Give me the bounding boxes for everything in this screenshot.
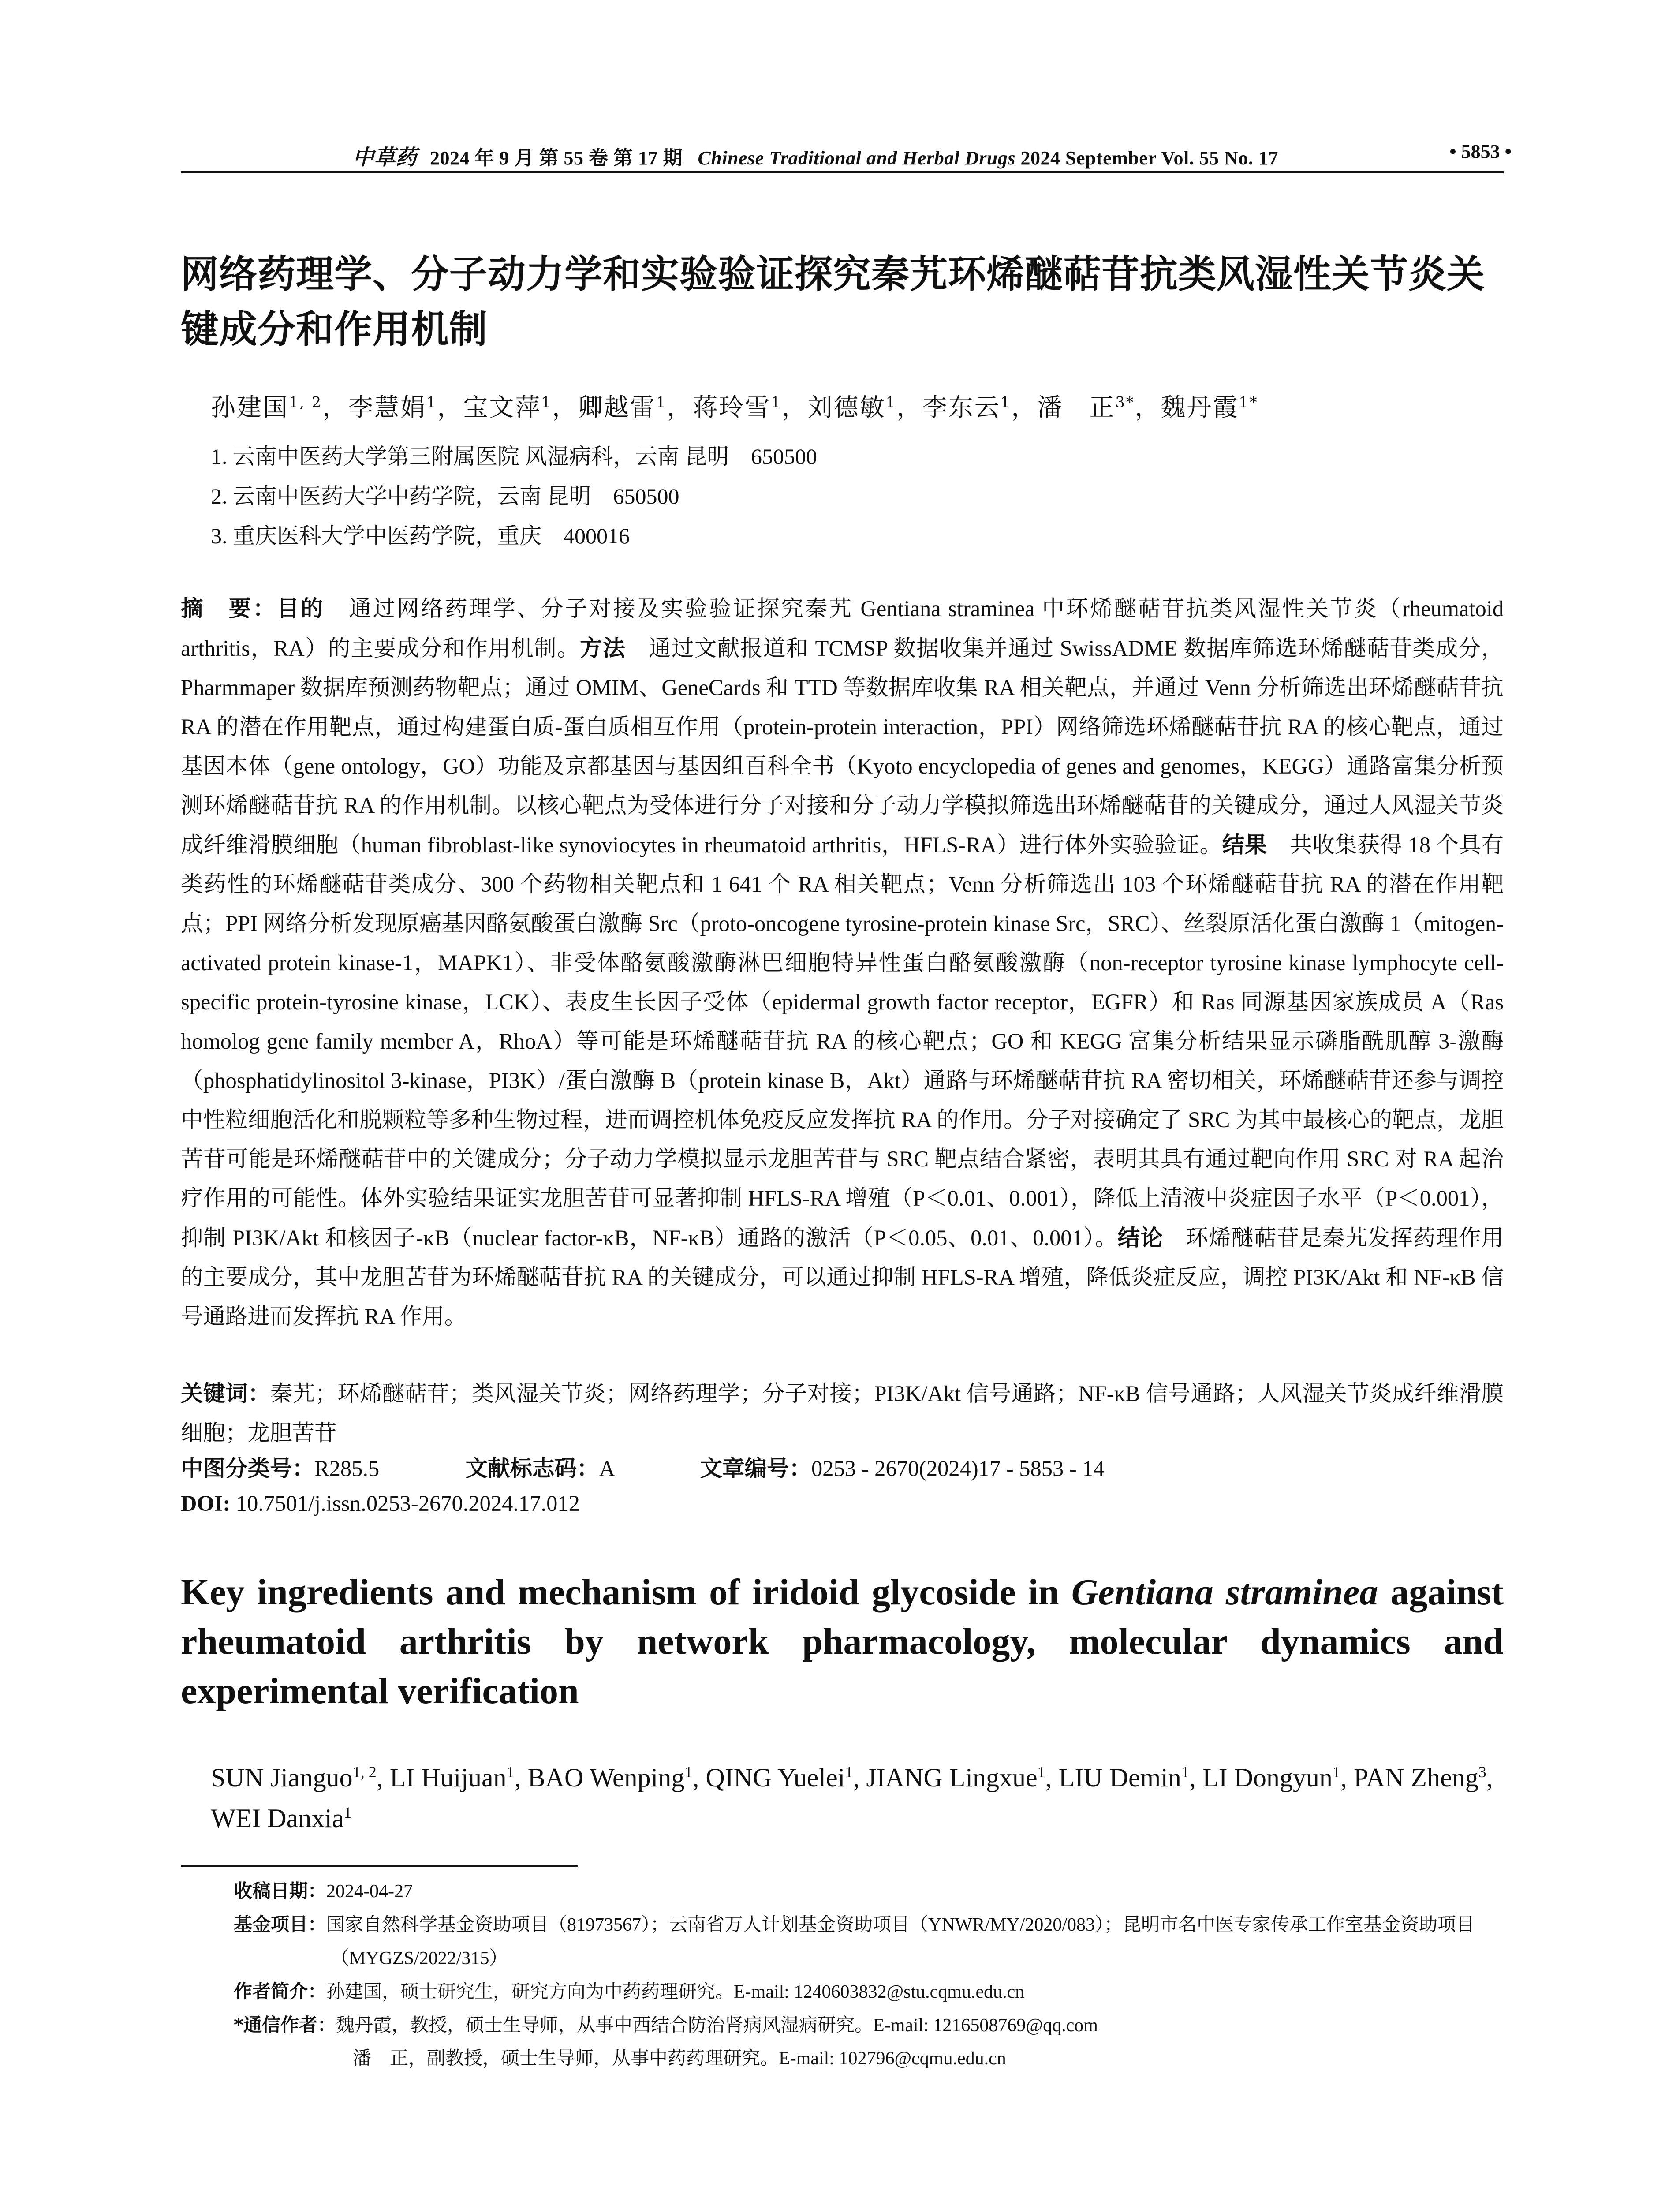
keywords-label: 关键词： xyxy=(181,1380,270,1406)
received-label: 收稿日期： xyxy=(234,1880,327,1902)
footnote-rule xyxy=(181,1865,578,1867)
objective-label: 目的 xyxy=(276,595,325,621)
author-en-name: LI Huijuan xyxy=(389,1763,507,1792)
title-en-part-1: Key ingredients and mechanism of iridoid glycoside in xyxy=(181,1572,1071,1613)
issue-en: 2024 September Vol. 55 No. 17 xyxy=(1020,147,1278,169)
bio-label: 作者简介： xyxy=(234,1981,327,2002)
author-en-affil-sup: 1 xyxy=(1037,1763,1045,1781)
author-en-affil-sup: 1 xyxy=(506,1763,515,1781)
received-date: 2024-04-27 xyxy=(326,1881,413,1902)
journal-name-cn: 中草药 xyxy=(353,146,417,169)
author-cn-name: 宝文萍 xyxy=(463,393,541,422)
corresponding-1: 魏丹霞，教授，硕士生导师，从事中西结合防治肾病风湿病研究。E-mail: 1216508769@qq.com xyxy=(336,2015,1098,2036)
author-cn-affil-sup: 1, 2 xyxy=(289,393,323,411)
fund-text: 国家自然科学基金资助项目（81973567）；云南省万人计划基金资助项目（YNWR/MY/2020/083）；昆明市名中医专家传承工作室基金资助项目（MYGZS/2022/315） xyxy=(326,1915,1475,1969)
author-cn-name: 李慧娟 xyxy=(348,393,427,422)
footnote-corresponding-2 xyxy=(353,2042,1499,2075)
fund-label: 基金项目： xyxy=(234,1913,327,1935)
footnote-corresponding xyxy=(234,2008,1504,2042)
bio-text: 孙建国，硕士研究生，研究方向为中药药理研究。E-mail: 1240603832@stu.cqmu.edu.cn xyxy=(326,1982,1025,2002)
journal-name-en: Chinese Traditional and Herbal Drugs xyxy=(698,147,1016,169)
author-en-name: SUN Jianguo xyxy=(211,1763,353,1792)
footnote-bio xyxy=(234,1975,1504,2009)
methods-label: 方法 xyxy=(580,635,626,661)
conclusion-label: 结论 xyxy=(1117,1225,1163,1251)
author-cn-name: 孙建国 xyxy=(211,393,289,422)
article-title-cn: 网络药理学、分子动力学和实验验证探究秦艽环烯醚萜苷抗类风湿性关节炎关键成分和作用机制 xyxy=(181,252,1485,351)
author-cn-affil-sup: 3* xyxy=(1115,393,1135,411)
author-cn-affil-sup: 1 xyxy=(885,393,896,411)
keywords xyxy=(181,1374,1504,1453)
doi-line xyxy=(181,1491,580,1516)
doc-code-value: A xyxy=(599,1456,614,1481)
running-header xyxy=(353,140,1278,171)
affiliation-2: 2. 云南中医药大学中药学院，云南 昆明 650500 xyxy=(211,484,679,508)
title-en-part-2: against rheumatoid arthritis by network pharmacology, molecular dynamics and experimental verification xyxy=(181,1572,1504,1712)
author-en-name: BAO Wenping xyxy=(527,1763,685,1792)
author-en-affil-sup: 1, 2 xyxy=(352,1763,377,1781)
author-cn-name: 卿越雷 xyxy=(578,393,656,422)
article-no-value: 0253 - 2670(2024)17 - 5853 - 14 xyxy=(811,1456,1105,1481)
doi-label: DOI: xyxy=(181,1491,231,1516)
author-cn-affil-sup: 1 xyxy=(426,393,437,411)
author-en-name: QING Yuelei xyxy=(706,1763,845,1792)
author-list-en: SUN Jianguo$^{1, 2}$, LI Huijuan$^1$, BAO Wenping$^1$, QING Yuelei$^1$, JIANG Lingxue$^1$, LIU Demin$^1$, LI Dongyun$^1$, PAN Zheng$^3$, WEI Danxia$^1$ xyxy=(211,1763,1493,1833)
methods-text: 通过文献报道和 TCMSP 数据收集并通过 SwissADME 数据库筛选环烯醚萜苷类成分，Pharmmaper 数据库预测药物靶点；通过 OMIM、GeneCards 和 TTD 等数据库收集 RA 相关靶点，并通过 Venn 分析筛选出环烯醚萜苷抗 RA 的潜在作用靶点，通过构建蛋白质-蛋白质相互作用（protein-protein interaction，PPI）网络筛选环烯醚萜苷抗 RA 的核心靶点，通过基因本体（gene ontology，GO）功能及京都基因与基因组百科全书（Kyoto encyclopedia of genes and genomes，KEGG）通路富集分析预测环烯醚萜苷抗 RA 的作用机制。以核心靶点为受体进行分子对接和分子动力学模拟筛选出环烯醚萜苷的关键成分，通过人风湿关节炎成纤维滑膜细胞（human fibroblast-like synoviocytes in rheumatoid arthritis，HFLS-RA）进行体外实验验证。 xyxy=(181,636,1504,857)
author-cn-affil-sup: 1 xyxy=(1000,393,1012,411)
author-cn-affil-sup: 1 xyxy=(771,393,782,411)
author-en-name: JIANG Lingxue xyxy=(866,1763,1038,1792)
results-label: 结果 xyxy=(1222,832,1267,858)
author-cn-name: 刘德敏 xyxy=(807,393,886,422)
header-rule xyxy=(181,171,1504,173)
clc-value: R285.5 xyxy=(314,1456,380,1481)
author-en-affil-sup: 1 xyxy=(684,1763,693,1781)
author-cn-affil-sup: 1 xyxy=(656,393,667,411)
conclusion-text: 环烯醚萜苷是秦艽发挥药理作用的主要成分，其中龙胆苦苷为环烯醚萜苷抗 RA 的关键成分，可以通过抑制 HFLS-RA 增殖，降低炎症反应，调控 PI3K/Akt 和 NF-κB 信号通路进而发挥抗 RA 作用。 xyxy=(181,1226,1504,1329)
footnote-fund xyxy=(234,1908,1504,1975)
author-en-name: LI Dongyun xyxy=(1202,1763,1333,1792)
author-en-affil-sup: 1 xyxy=(1332,1763,1340,1781)
author-en-affil-sup: 1 xyxy=(1181,1763,1189,1781)
author-cn-name: 李东云 xyxy=(922,393,1001,422)
results-text: 共收集获得 18 个具有类药性的环烯醚萜苷类成分、300 个药物相关靶点和 1 641 个 RA 相关靶点；Venn 分析筛选出 103 个环烯醚萜苷抗 RA 的潜在作用靶点；PPI 网络分析发现原癌基因酪氨酸蛋白激酶 Src（proto-oncogene tyrosine-protein kinase Src，SRC）、丝裂原活化蛋白激酶 1（mitogen-activated protein kinase-1，MAPK1）、非受体酪氨酸激酶淋巴细胞特异性蛋白酪氨酸激酶（non-receptor tyrosine kinase lymphocyte cell-specific protein-tyrosine kinase，LCK）、表皮生长因子受体（epidermal growth factor receptor，EGFR）和 Ras 同源基因家族成员 A（Ras homolog gene family member A，RhoA）等可能是环烯醚萜苷抗 RA 的核心靶点；GO 和 KEGG 富集分析结果显示磷脂酰肌醇 3-激酶（phosphatidylinositol 3-kinase，PI3K）/蛋白激酶 B（protein kinase B，Akt）通路与环烯醚萜苷抗 RA 密切相关，环烯醚萜苷还参与调控中性粒细胞活化和脱颗粒等多种生物过程，进而调控机体免疫反应发挥抗 RA 的作用。分子对接确定了 SRC 为其中最核心的靶点，龙胆苦苷可能是环烯醚萜苷中的关键成分；分子动力学模拟显示龙胆苦苷与 SRC 靶点结合紧密，表明其具有通过靶向作用 SRC 对 RA 起治疗作用的可能性。体外实验结果证实龙胆苦苷可显著抑制 HFLS-RA 增殖（P＜0.01、0.001），降低上清液中炎症因子水平（P＜0.001），抑制 PI3K/Akt 和核因子-κB（nuclear factor-κB，NF-κB）通路的激活（P＜0.05、0.01、0.001）。 xyxy=(181,833,1504,1250)
author-en-name: WEI Danxia xyxy=(211,1804,344,1833)
author-en-affil-sup: 1 xyxy=(343,1804,352,1821)
keywords-text: 秦艽；环烯醚萜苷；类风湿关节炎；网络药理学；分子对接；PI3K/Akt 信号通路；NF-κB 信号通路；人风湿关节炎成纤维滑膜细胞；龙胆苦苷 xyxy=(181,1381,1504,1445)
author-en-name: PAN Zheng xyxy=(1353,1763,1478,1792)
author-cn-name: 蒋玲雪 xyxy=(693,393,771,422)
classification-line xyxy=(181,1451,1105,1483)
author-en-affil-sup: 1 xyxy=(845,1763,853,1781)
author-cn-name: 潘 正 xyxy=(1037,393,1116,422)
corresponding-label: *通信作者： xyxy=(234,2014,336,2036)
article-title-en xyxy=(181,1568,1504,1716)
author-list-cn: 孙建国$^{1, 2}$，李慧娟$^1$，宝文萍$^1$，卿越雷$^1$，蒋玲雪$^1$，刘德敏$^1$，李东云$^1$，潘 正$^{3*}$，魏丹霞$^{1*}$ xyxy=(211,393,1258,422)
abstract-label: 摘 要： xyxy=(181,595,277,621)
doc-code-label: 文献标志码： xyxy=(465,1455,599,1481)
title-en-species: Gentiana straminea xyxy=(1071,1572,1378,1613)
doi-value: 10.7501/j.issn.0253-2670.2024.17.012 xyxy=(235,1491,580,1516)
article-no-label: 文章编号： xyxy=(700,1455,811,1481)
page-number: • 5853 • xyxy=(1449,141,1512,162)
issue-cn: 2024 年 9 月 第 55 卷 第 17 期 xyxy=(430,147,683,169)
affiliation-3: 3. 重庆医科大学中医药学院，重庆 400016 xyxy=(211,523,630,548)
author-en-affil-sup: 3 xyxy=(1478,1763,1486,1781)
abstract xyxy=(181,589,1504,1336)
affiliation-1: 1. 云南中医药大学第三附属医院 风湿病科，云南 昆明 650500 xyxy=(211,444,817,469)
author-cn-name: 魏丹霞 xyxy=(1161,393,1239,422)
corresponding-2: 潘 正，副教授，硕士生导师，从事中药药理研究。E-mail: 102796@cqmu.edu.cn xyxy=(353,2048,1006,2069)
author-cn-affil-sup: 1* xyxy=(1239,393,1258,411)
footnote-received xyxy=(234,1874,1504,1908)
author-cn-affil-sup: 1 xyxy=(541,393,552,411)
author-en-name: LIU Demin xyxy=(1058,1763,1181,1792)
objective-text: 通过网络药理学、分子对接及实验验证探究秦艽 Gentiana straminea 中环烯醚萜苷抗类风湿性关节炎（rheumatoid arthritis，RA）的主要成分和作用机制。 xyxy=(181,596,1504,661)
clc-label: 中图分类号： xyxy=(181,1455,314,1481)
